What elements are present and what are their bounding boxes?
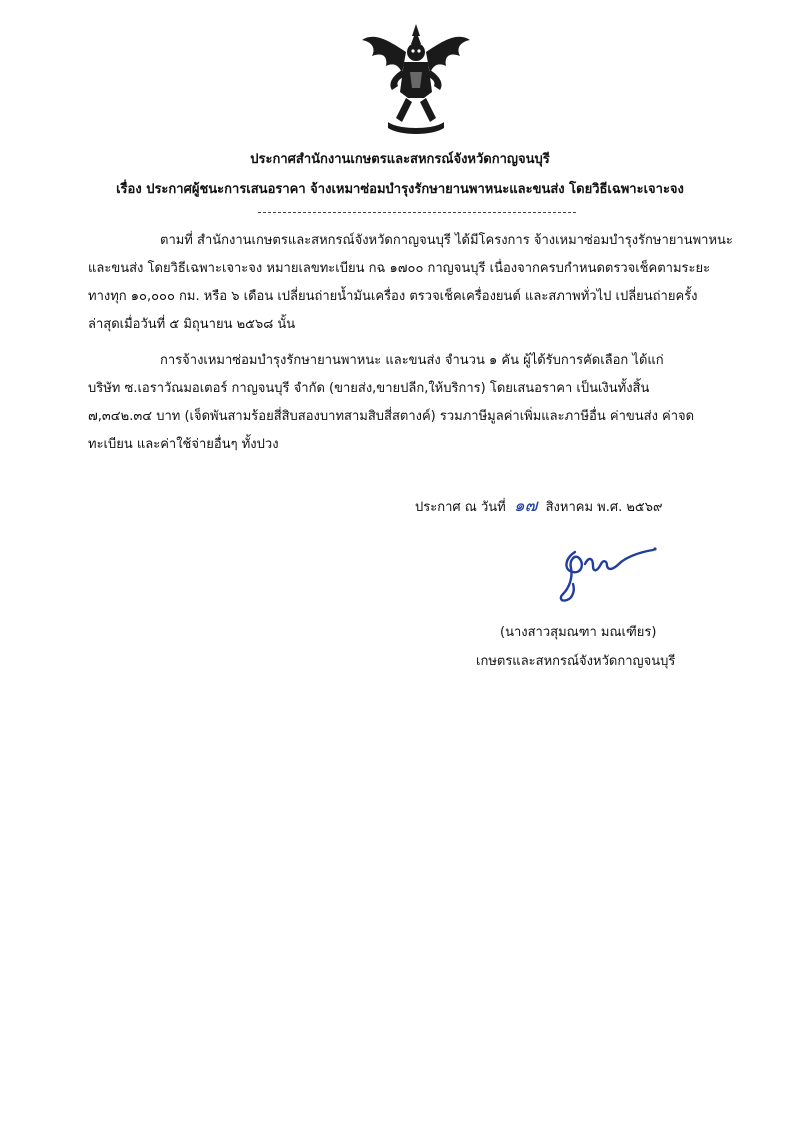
title-divider — [258, 212, 576, 213]
paragraph-line: ตามที่ สำนักงานเกษตรและสหกรณ์จังหวัดกาญจนบุรี ได้มีโครงการ จ้างเหมาซ่อมบำรุงรักษายานพาหนะ — [160, 233, 733, 248]
paragraph-line: ล่าสุดเมื่อวันที่ ๕ มิถุนายน ๒๕๖๘ นั้น — [88, 317, 296, 332]
handwritten-signature — [555, 538, 665, 608]
paragraph-line: บริษัท ซ.เอราวัณมอเตอร์ กาญจนบุรี จำกัด (ขายส่ง,ขายปลีก,ให้บริการ) โดยเสนอราคา เป็นเงินทั้งสิ้น — [88, 381, 650, 396]
garuda-emblem-icon — [358, 22, 474, 138]
date-month-year: สิงหาคม พ.ศ. ๒๕๖๙ — [545, 500, 663, 515]
paragraph-winner-details — [88, 347, 738, 459]
paragraph-line: และขนส่ง โดยวิธีเฉพาะเจาะจง หมายเลขทะเบียน กฉ ๑๗๐๐ กาญจนบุรี เนื่องจากครบกำหนดตรวจเช็คตามระยะ — [88, 261, 711, 276]
announcement-date — [415, 492, 663, 519]
paragraph-line: ทะเบียน และค่าใช้จ่ายอื่นๆ ทั้งปวง — [88, 437, 279, 452]
paragraph-line: การจ้างเหมาซ่อมบำรุงรักษายานพาหนะ และขนส่ง จำนวน ๑ คัน ผู้ได้รับการคัดเลือก ได้แก่ — [160, 353, 664, 368]
announcement-subject: เรื่อง ประกาศผู้ชนะการเสนอราคา จ้างเหมาซ่อมบำรุงรักษายานพาหนะและขนส่ง โดยวิธีเฉพาะเจาะจง — [116, 182, 684, 197]
signer-name: (นางสาวสุมณฑา มณเฑียร) — [500, 625, 657, 640]
paragraph-line: ทางทุก ๑๐,๐๐๐ กม. หรือ ๖ เดือน เปลี่ยนถ่ายน้ำมันเครื่อง ตรวจเช็คเครื่องยนต์ และสภาพทั่วไป เปลี่ยนถ่ายครั้ง — [88, 289, 698, 304]
signer-title: เกษตรและสหกรณ์จังหวัดกาญจนบุรี — [476, 654, 676, 669]
date-day-handwritten: ๑๗ — [513, 496, 538, 516]
paragraph-line: ๗,๓๔๒.๓๔ บาท (เจ็ดพันสามร้อยสี่สิบสองบาทสามสิบสี่สตางค์) รวมภาษีมูลค่าเพิ่มและภาษีอื่น ค่าขนส่ง ค่าจด — [88, 409, 695, 424]
date-prefix: ประกาศ ณ วันที่ — [415, 500, 506, 515]
paragraph-project-details — [88, 227, 738, 339]
announcement-title: ประกาศสำนักงานเกษตรและสหกรณ์จังหวัดกาญจนบุรี — [250, 152, 550, 167]
